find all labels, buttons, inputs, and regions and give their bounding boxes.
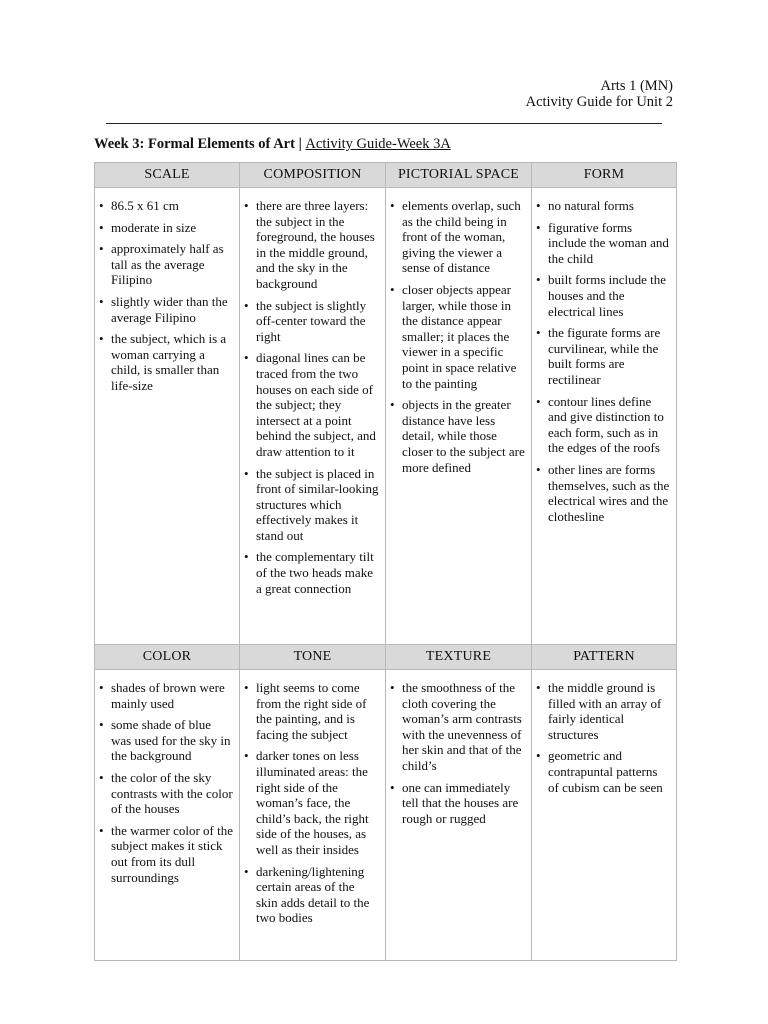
bullet-list [390,198,525,475]
list-item: • approximately half as tall as the average Filipino [99,241,233,288]
bullet-list [99,680,233,885]
list-item: • objects in the greater distance have less detail, while those closer to the subject are more defined [390,397,525,475]
bullet-list [244,198,379,596]
list-item: • there are three layers: the subject in the foreground, the houses in the middle ground, and the sky in the background [244,198,379,292]
column-header-composition: COMPOSITION [240,163,386,188]
column-header-tone: TONE [240,645,386,670]
table-header-row [95,163,677,188]
list-item: • geometric and contrapuntal patterns of cubism can be seen [536,748,670,795]
list-item: • figurative forms include the woman and the child [536,220,670,267]
list-item: • the complementary tilt of the two heads make a great connection [244,549,379,596]
column-header-scale: SCALE [95,163,240,188]
bullet-list [536,680,670,795]
bullet-list [536,198,670,524]
list-item: • the color of the sky contrasts with the color of the houses [99,770,233,817]
list-item: • the subject, which is a woman carrying a child, is smaller than life-size [99,331,233,393]
document-header [526,78,673,110]
cell-tone [240,670,386,961]
cell-texture [386,670,532,961]
list-item: • the subject is slightly off-center toward the right [244,298,379,345]
list-item: • the warmer color of the subject makes it stick out from its dull surroundings [99,823,233,885]
list-item: • shades of brown were mainly used [99,680,233,711]
course-label: Arts 1 (MN) [600,78,673,94]
list-item: • light seems to come from the right side of the painting, and is facing the subject [244,680,379,742]
list-item: • built forms include the houses and the electrical lines [536,272,670,319]
formal-elements-table [94,162,677,961]
cell-form [532,188,677,645]
list-item: • elements overlap, such as the child being in front of the woman, giving the viewer a sense of distance [390,198,525,276]
title-separator: | [294,136,306,152]
table-row [95,188,677,645]
table-header-row [95,645,677,670]
column-header-texture: TEXTURE [386,645,532,670]
column-header-pictorial-space: PICTORIAL SPACE [386,163,532,188]
column-header-pattern: PATTERN [532,645,677,670]
list-item: • no natural forms [536,198,670,214]
cell-pattern [532,670,677,961]
header-divider [106,123,662,124]
header-subtitle: Activity Guide for Unit 2 [525,94,673,110]
list-item: • closer objects appear larger, while those in the distance appear smaller; it places the viewer in a specific point in space relative to the painting [390,282,525,391]
cell-pictorial-space [386,188,532,645]
list-item: • the figurate forms are curvilinear, while the built forms are rectilinear [536,325,670,387]
cell-composition [240,188,386,645]
bullet-list [99,198,233,394]
table-row [95,670,677,961]
cell-scale [95,188,240,645]
bullet-list [390,680,525,826]
list-item: • the middle ground is filled with an array of fairly identical structures [536,680,670,742]
activity-guide-link[interactable]: Activity Guide-Week 3A [305,136,451,152]
list-item: • darker tones on less illuminated areas: the right side of the woman’s face, the child’s back, the right side of the houses, as well as their insides [244,748,379,857]
list-item: • other lines are forms themselves, such as the electrical wires and the clothesline [536,462,670,524]
list-item: • the smoothness of the cloth covering the woman’s arm contrasts with the unevenness of her skin and that of the child’s [390,680,525,774]
list-item: • contour lines define and give distinction to each form, such as in the edges of the roofs [536,394,670,456]
list-item: • some shade of blue was used for the sky in the background [99,717,233,764]
list-item: • darkening/lightening certain areas of the skin adds detail to the two bodies [244,864,379,926]
bullet-list [244,680,379,926]
list-item: • slightly wider than the average Filipino [99,294,233,325]
page-title [94,136,451,153]
list-item: • 86.5 x 61 cm [99,198,233,214]
column-header-form: FORM [532,163,677,188]
week-title: Week 3: Formal Elements of Art [94,136,295,152]
column-header-color: COLOR [95,645,240,670]
list-item: • moderate in size [99,220,233,236]
cell-color [95,670,240,961]
list-item: • the subject is placed in front of similar-looking structures which effectively makes it stand out [244,466,379,544]
list-item: • one can immediately tell that the houses are rough or rugged [390,780,525,827]
list-item: • diagonal lines can be traced from the two houses on each side of the subject; they intersect at a point behind the subject, and draw attention to it [244,350,379,459]
